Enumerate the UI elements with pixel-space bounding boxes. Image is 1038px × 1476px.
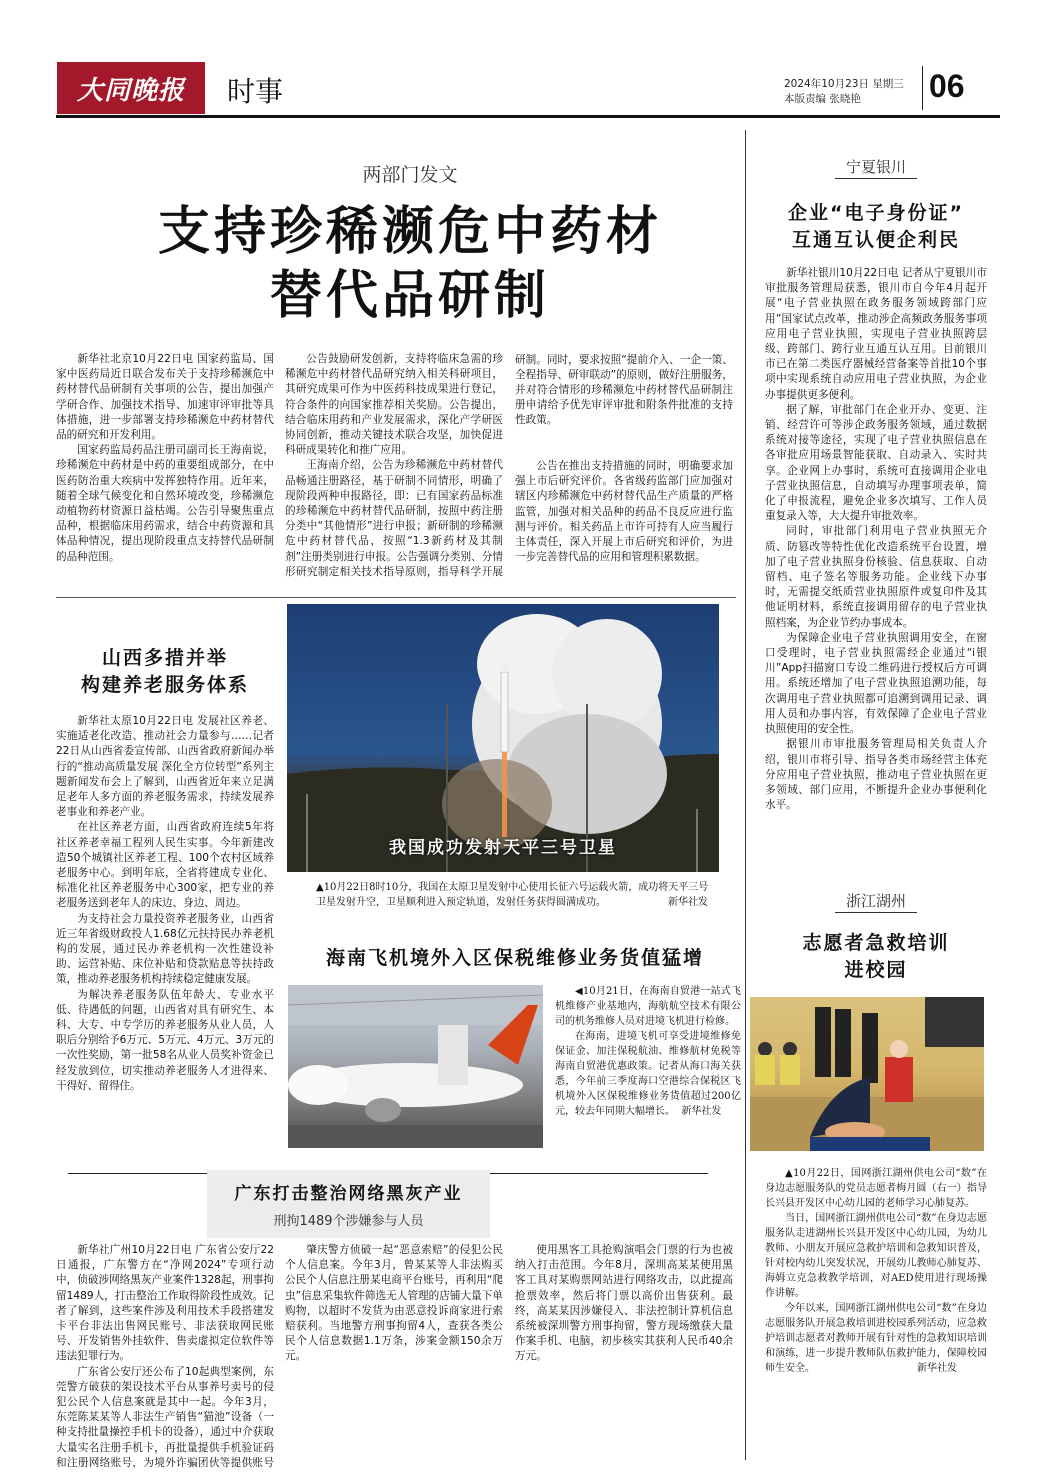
- zhejiang-headline-line1: 志愿者急救培训: [802, 932, 950, 954]
- shanxi-article-body: [56, 714, 274, 1094]
- masthead-divider: [922, 66, 923, 110]
- paragraph: 新华社北京10月22日电 国家药监局、国家中医药局近日联合发布关于支持珍稀濒危中药材替代品研制有关事项的公告，提出加强产学研合作、加强技术指导、加速审评审批等具体措施，进一步部署支持珍稀濒危中药材替代品的研究和开发利用。: [56, 353, 274, 442]
- logo-text: 大同晚报: [76, 75, 185, 106]
- issue-info: [784, 77, 904, 107]
- guangdong-headline: 广东打击整治网络黑灰产业: [234, 1184, 463, 1204]
- paragraph: 同时，审批部门利用电子营业执照无介质、防篡改等特性优化改造系统平台设置，增加了电子营业执照身份核验、信息获取、自动留档、电子签名等服务功能。企业线下办事时，无需提交纸质营业执照原件或复印件及其他证明材料，系统直接调用留存的电子营业执照档案，为企业节约办事成本。: [765, 525, 987, 629]
- cpr-training-photo: [750, 997, 984, 1151]
- page-number: 06: [929, 68, 965, 104]
- hainan-article-body: [555, 984, 741, 1119]
- paragraph: 国家药监局药品注册司副司长王海南说，珍稀濒危中药材是中药的重要组成部分，在中医药防治重大疾病中发挥独特作用。近年来，随着全球气候变化和自然环境改变，珍稀濒危动植物药材资源日益枯竭。公告引导聚焦重点品种，根据临床用药需求，结合中药资源和具体品种情况，提出现阶段重点支持替代品研制的品种范围。: [56, 444, 274, 563]
- shanxi-headline-line2: 构建养老服务体系: [80, 674, 249, 696]
- zhejiang-headline: [765, 930, 987, 984]
- rocket-launch-photo: [287, 604, 719, 872]
- paragraph: 据了解，审批部门在企业开办、变更、注销、经营许可等涉企政务服务领域，通过数据系统对接等途径，实现了电子营业执照信息在各审批应用场景智能获取、自动录入、实时共享。企业网上办事时，系统可直接调用企业电子营业执照信息，自动填写办理事项表单，简化了申报流程，避免企业多次填写、工作人员重复录入等，大大提升审批效率。: [765, 403, 987, 523]
- section-title: 时事: [227, 75, 284, 108]
- region-underline: [835, 178, 917, 179]
- shanxi-headline: [56, 645, 274, 699]
- article-credit: 新华社发: [681, 1106, 722, 1117]
- photo-overlay-title: 我国成功发射天平三号卫星: [389, 838, 617, 858]
- main-article-column-1: [56, 352, 274, 565]
- paragraph-text: 王海南介绍，公告为珍稀濒危中药材替代品畅通注册路径，基于研制不同情形，明确了现阶段两种申报路径，即：已有国家药品标准的珍稀濒危中药材替代品研制，按照中药注册分类中“其他情形”进行申报；新研制的珍稀濒危中药材替代品，按照“1.3新药材及其制剂”注册类别进行申报。公告强调分类别、分情形研究制定相关技术指导原则，指导科学开展: [285, 459, 503, 578]
- rocket-launch-illustration: [287, 604, 719, 872]
- aircraft-illustration: [288, 985, 543, 1148]
- ningxia-article-body: [765, 266, 987, 866]
- ningxia-headline: [765, 200, 987, 254]
- paragraph: 广东省公安厅还公布了10起典型案例，东莞警方破获的架设技术平台从事养号卖号的侵犯公民个人信息案就是其中一起。今年3月，东莞陈某某等人非法生产销售“猫池”设备（一种支持批量操控手机卡的设备），通过中介获取大量实名注册手机卡，再批量提供手机验证码和注册网络账号，为境外诈骗团伙等提供账号: [56, 1365, 274, 1468]
- paragraph: [555, 1029, 741, 1119]
- main-headline: [60, 200, 760, 328]
- masthead-rule: [56, 115, 1000, 118]
- caption-text: ▲10月22日8时10分，我国在太原卫星发射中心使用长征六号运载火箭，成功将天平三号卫星发射升空，卫星顺利进入预定轨道，发射任务获得圆满成功。: [316, 882, 709, 908]
- guangdong-column-3: [515, 1243, 733, 1468]
- photo-credit: 新华社发: [668, 897, 708, 908]
- paragraph: 肇庆警方侦破一起“恶意索赔”的侵犯公民个人信息案。今年3月，曾某某等人非法购买公民个人信息注册某电商平台账号，再利用“爬虫”信息采集软件筛选无人管理的店铺大量下单购物，以超时不发货为由恶意投诉商家进行索赔获利。当地警方刑事拘留4人，查获各类公民个人信息数据1.1万条，涉案金额150余万元。: [285, 1244, 503, 1363]
- column-divider: [745, 130, 746, 1460]
- main-kicker: 两部门发文: [362, 164, 458, 186]
- main-article-column-3: [515, 352, 733, 565]
- paragraph: 为解决养老服务队伍年龄大、专业水平低、待遇低的问题，山西省对具有研究生、本科、大专、中专学历的养老服务从业人员，人职后分别给予6万元、5万元、4万元、3万元的一次性奖励，第一批58名从业人员奖补资金已经发放到位，切实推动养老服务人才进得来、干得好、留得住。: [56, 988, 274, 1092]
- paragraph: 当日，国网浙江湖州供电公司“数”在身边志愿服务队走进湖州长兴县开发区中心幼儿园，为幼儿教师、小朋友开展应急救护培训和急救知识普及，针对校内幼儿突发状况，开展幼儿教师心肺复苏、海姆立克急救教学培训，对AED使用进行现场操作讲解。: [765, 1213, 987, 1299]
- issue-date: 2024年10月23日 星期三: [784, 78, 904, 90]
- paragraph: 使用黑客工具抢购演唱会门票的行为也被纳入打击范围。今年8月，深圳高某某使用黑客工具对某购票网站进行网络攻击，以此提高抢票效率，然后将门票以高价出售获利。最终，高某某因涉嫌侵入、非法控制计算机信息系统被深圳警方刑事拘留，警方现场缴获大量作案手机、电脑，初步核实其获利人民币40余万元。: [515, 1244, 733, 1363]
- ningxia-headline-line2: 互通互认便企利民: [791, 229, 960, 251]
- paragraph: 公告鼓励研发创新，支持将临床急需的珍稀濒危中药材替代品研究纳入相关科研项目，其研究成果可作为中医药科技成果进行登记，符合条件的向国家推荐相关奖励。公告提出，结合临床用药和产业发展需求，深化产学研医协同创新，推动关键技术联合攻坚，加快促进科研成果转化和推广应用。: [285, 353, 503, 457]
- guangdong-headline-box: [207, 1170, 490, 1238]
- hainan-headline: 海南飞机境外入区保税维修业务货值猛增: [325, 947, 704, 969]
- paragraph: 新华社银川10月22日电 记者从宁夏银川市审批服务管理局获悉，银川市自今年4月起开展“电子营业执照在政务服务领域跨部门应用”国家试点改革，推动涉企高频政务服务事项应用电子营业执照，实现电子营业执照跨层级、跨部门、跨行业互通互认互用。目前银川市已在第二类医疗器械经营备案等首批10个事项中实现系统自动应用电子营业执照，为企业办事提供更多便利。: [765, 267, 987, 401]
- paragraph-text-continued: 研制。同时，要求按照“提前介入、一企一策、全程指导、研审联动”的原则，做好注册服务，并对符合情形的珍稀濒危中药材替代品研制注册申请给予优先审评审批和附条件批准的支持性政策。: [515, 353, 733, 427]
- paragraph: 为保障企业电子营业执照调用安全，在窗口受理时，电子营业执照需经企业通过“i银川”App扫描窗口专设二维码进行授权后方可调用。系统还增加了电子营业执照追溯功能，每次调用电子营业执照都可追溯到调用记录、调用人员和办事内容，有效保障了企业电子营业执照使用的安全性。: [765, 631, 987, 736]
- ningxia-headline-line1: 企业“电子身份证”: [788, 202, 964, 224]
- section-divider: [56, 597, 736, 598]
- guangdong-column-2: [285, 1243, 503, 1468]
- paragraph-text: 在海南，进境飞机可享受进境维修免保证金、加注保税航油、维修航材免税等海南自贸港优惠政策。记者从海口海关获悉，今年前三季度海口空港综合保税区飞机境外入区保税维修业务货值超过200亿元，较去年同期大幅增长。: [555, 1031, 741, 1117]
- main-article-column-2: [285, 352, 503, 580]
- region-underline: [835, 912, 917, 913]
- newspaper-logo: [57, 62, 205, 114]
- paragraph: ◀10月21日，在海南自贸港一站式飞机维修产业基地内，海航航空技术有限公司的机务维修人员对进境飞机进行检修。: [555, 986, 741, 1027]
- main-headline-line2: 替代品研制: [269, 266, 550, 326]
- paragraph: 新华社太原10月22日电 发展社区养老、实施适老化改造、推动社会力量参与……记者22日从山西省委宣传部、山西省政府新闻办举行的“推动高质量发展 深化全方位转型”系列主题新闻发布会上了解到，山西省近年来立足满足老年人多方面的养老服务需求，持续发展养老事业和养老产业。: [56, 715, 274, 819]
- paragraph-continued: [515, 352, 733, 459]
- shanxi-headline-line1: 山西多措并举: [101, 647, 228, 669]
- paragraph: 公告在推出支持措施的同时，明确要求加强上市后研究评价。各省级药监部门应加强对辖区内珍稀濒危中药材替代品生产质量的严格监管，加强对相关品种的药品不良反应进行监测与评价。相关药品上市许可持有人应当履行主体责任，深入开展上市后研究和评价，为进一步完善替代品的应用和管理积累数据。: [515, 460, 733, 564]
- rocket-photo-caption: [316, 880, 716, 910]
- paragraph: 今年以来，国网浙江湖州供电公司“数”在身边志愿服务队开展急救培训进校园系列活动，应急救护培训志愿者对教师开展有针对性的急救知识培训和演练，进一步提升教师队伍救护能力，保障校园师生安全。: [765, 1303, 987, 1374]
- paragraph: 在社区养老方面，山西省政府连续5年将社区养老幸福工程列人民生实事。今年新建改造50个城镇社区养老工程、100个农村区域养老服务中心。到明年底，全省将建成专业化、标准化社区养老服务中心300家，把专业的养老服务送到老年人的床边、身边、周边。: [56, 821, 274, 910]
- main-headline-line1: 支持珍稀濒危中药材: [157, 202, 662, 262]
- zhejiang-headline-line2: 进校园: [844, 959, 908, 981]
- paragraph: [285, 458, 503, 580]
- article-credit: 新华社发: [917, 1363, 957, 1374]
- zhejiang-region-label: 浙江湖州: [845, 892, 906, 910]
- paragraph: 为支持社会力量投资养老服务业，山西省近三年省级财政投人1.68亿元扶持民办养老机构的发展，通过民办养老机构一次性建设补助、运营补贴、床位补贴和贷款贴息等扶持政策，推动养老服务机构持续稳定健康发展。: [56, 912, 274, 986]
- paragraph: 据银川市审批服务管理局相关负责人介绍，银川市将引导、指导各类市场经营主体充分应用电子营业执照，推动电子营业执照在更多领域、部门应用，不断提升企业办事便利化水平。: [765, 738, 987, 812]
- paragraph: 新华社广州10月22日电 广东省公安厅22日通报，广东警方在“净网2024”专项行动中，侦破涉网络黑灰产业案件1328起，刑事拘留1489人，打击整治工作取得阶段性成效。记者了解到，这些案件涉及利用技术手段搭建发卡平台非法出售网民账号、非法获取网民账号、开发销售外挂软件、售卖虚拟定位软件等违法犯罪行为。: [56, 1244, 274, 1363]
- zhejiang-article-body: [765, 1166, 987, 1376]
- guangdong-subhead: 刑拘1489个涉嫌参与人员: [273, 1214, 424, 1229]
- paragraph: ▲10月22日，国网浙江湖州供电公司“数”在身边志愿服务队的党员志愿者梅月圆（右一）指导长兴县开发区中心幼儿园的老师学习心肺复苏。: [765, 1168, 987, 1209]
- cpr-training-illustration: [750, 997, 984, 1151]
- page-editor: 本版责编 张晓艳: [784, 93, 861, 105]
- aircraft-maintenance-photo: [288, 985, 543, 1148]
- ningxia-region-label: 宁夏银川: [845, 158, 906, 176]
- guangdong-column-1: [56, 1243, 274, 1468]
